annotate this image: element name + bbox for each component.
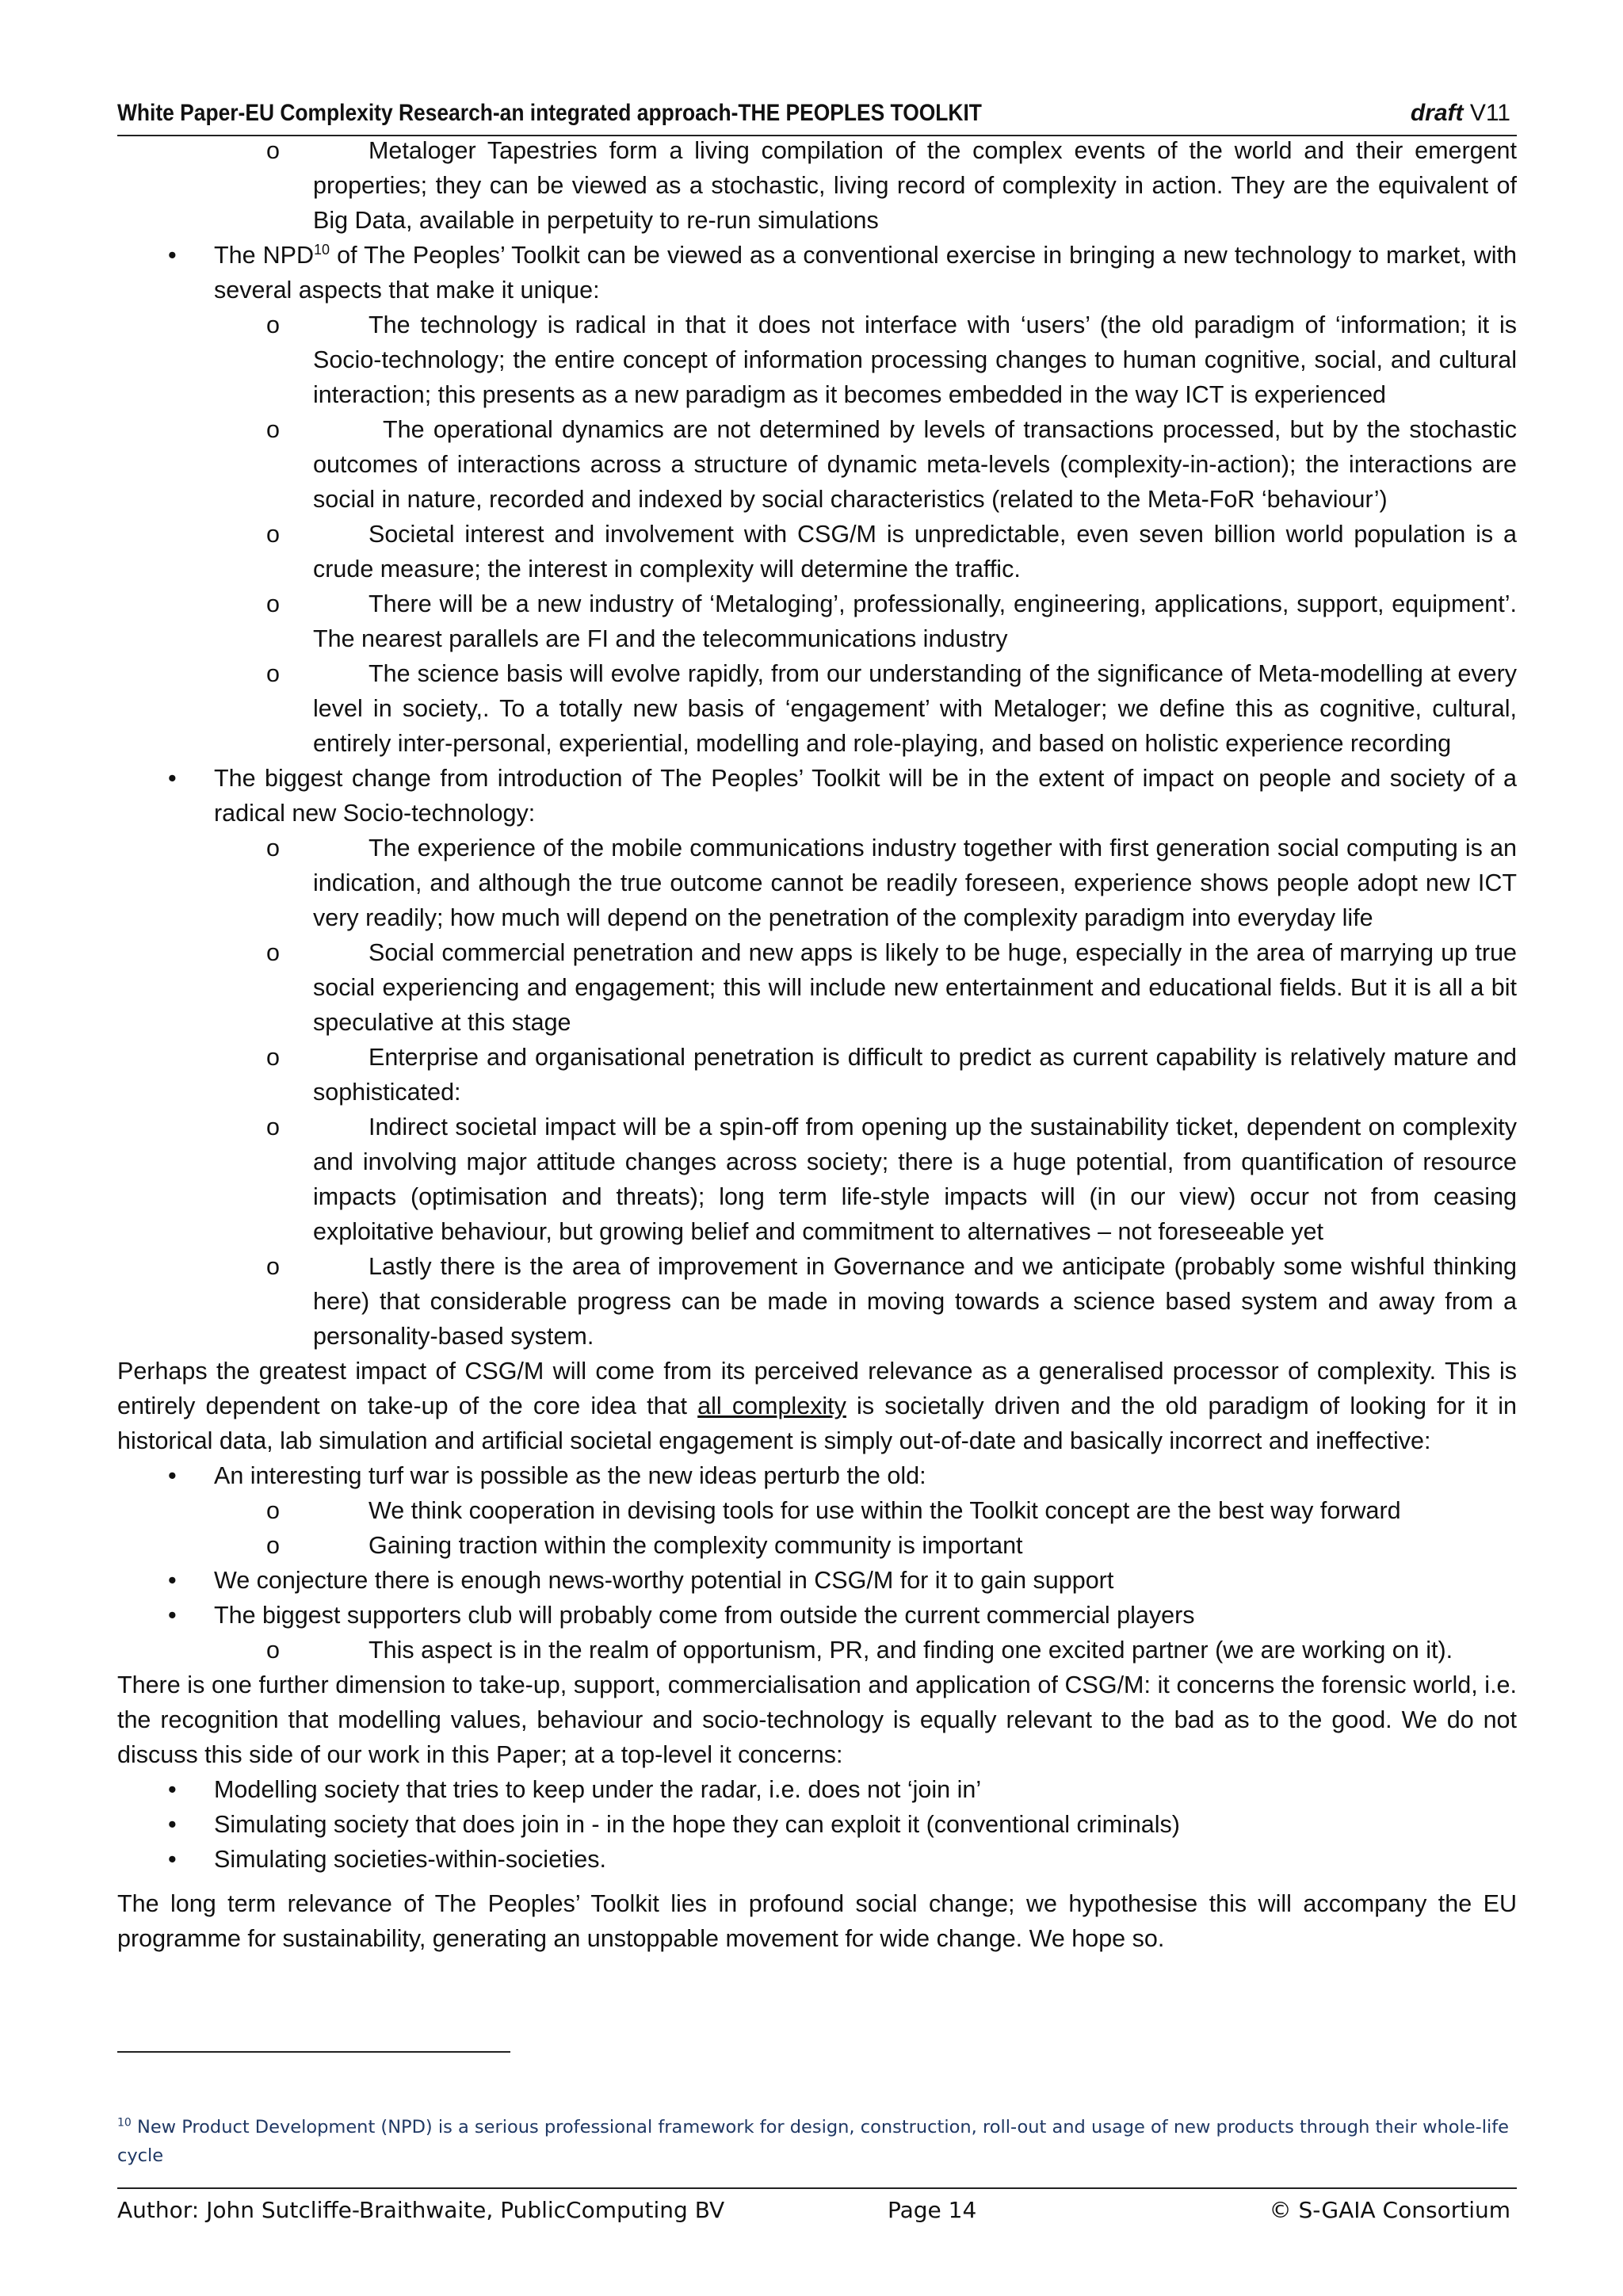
page-body <box>117 133 1517 1956</box>
sub-bullet-item <box>117 1249 1517 1354</box>
bullet-item <box>117 1772 1517 1807</box>
bullet-item <box>117 761 1517 831</box>
page-header <box>117 94 1517 136</box>
item-text: This aspect is in the realm of opportunism, PR, and finding one excited partner (we are working on it). <box>369 1637 1453 1664</box>
sub-bullet-marker: o <box>266 1532 280 1559</box>
item-text: The biggest supporters club will probably come from outside the current commercial players <box>214 1602 1195 1629</box>
paragraph <box>117 1354 1517 1458</box>
sub-bullet-item <box>117 1528 1517 1563</box>
item-text: There will be a new industry of ‘Metaloging’, professionally, engineering, applications, support, equipment’. The nearest parallels are FI and the telecommunications industry <box>313 590 1517 652</box>
paragraph-text: is societally driven and the old paradigm of looking for it in historical data, lab simulation and artificial societal engagement is simply out-of-date and basically incorrect and ineffective: <box>117 1392 1517 1454</box>
item-text: The NPD <box>214 242 315 269</box>
item-text: Social commercial penetration and new apps is likely to be huge, especially in the area of marrying up true social experiencing and engagement; this will include new entertainment and educational fields. But it is all a bit speculative at this stage <box>313 939 1517 1036</box>
version-label: V11 <box>1469 100 1510 126</box>
sub-bullet-item <box>117 656 1517 761</box>
header-version <box>1411 100 1510 127</box>
paragraph-text: Perhaps the greatest impact of CSG/M will come from its perceived relevance as a generalised processor of complexity. This is entirely dependent on take-up of the core idea that <box>117 1358 1517 1419</box>
page-number: Page 14 <box>888 2197 977 2223</box>
paragraph-text: There is one further dimension to take-up, support, commercialisation and application of CSG/M: it concerns the forensic world, i.e. the recognition that modelling values, behaviour and socio-technology is equally relevant to the bad as to the good. We do not discuss this side of our work in this Paper; at a top-level it concerns: <box>117 1671 1517 1768</box>
item-text: Indirect societal impact will be a spin-off from opening up the sustainability ticket, dependent on complexity and involving major attitude changes across society; there is a huge potential, from quantification of resource impacts (optimisation and threats); long term life-style impacts will (in our view) occur not from ceasing exploitative behaviour, but growing belief and commitment to alternatives – not foreseeable yet <box>313 1114 1517 1245</box>
sub-bullet-item <box>117 1493 1517 1528</box>
item-text: Societal interest and involvement with CSG/M is unpredictable, even seven billion world population is a crude measure; the interest in complexity will determine the traffic. <box>313 521 1517 583</box>
item-text: We conjecture there is enough news-worthy potential in CSG/M for it to gain support <box>214 1567 1114 1594</box>
footer-author: Author: John Sutcliffe-Braithwaite, PublicComputing BV <box>117 2197 725 2223</box>
item-text: Simulating societies-within-societies. <box>214 1846 606 1873</box>
bullet-item <box>117 1563 1517 1598</box>
sub-bullet-marker: o <box>266 1044 280 1071</box>
footnote-divider <box>117 2051 510 2053</box>
bullet-item <box>117 1807 1517 1842</box>
bullet-item <box>117 1842 1517 1877</box>
draft-label: draft <box>1410 100 1464 126</box>
sub-bullet-marker: o <box>266 660 280 687</box>
bullet-marker: • <box>168 1602 177 1629</box>
item-text: The operational dynamics are not determined by levels of transactions processed, but by the stochastic outcomes of interactions across a structure of dynamic meta-levels (complexity-in-action); the interactions are social in nature, recorded and indexed by social characteristics (related to the Meta-FoR ‘behaviour’) <box>313 416 1517 513</box>
item-text: Lastly there is the area of improvement in Governance and we anticipate (probably some wishful thinking here) that considerable progress can be made in moving towards a science based system and away from a personality-based system. <box>313 1253 1517 1350</box>
item-text: The technology is radical in that it does not interface with ‘users’ (the old paradigm of ‘information; it is Socio-technology; the entire concept of information processing changes to human cognitive, social, and cultural interaction; this presents as a new paradigm as it becomes embedded in the way ICT is experienced <box>313 311 1517 408</box>
bullet-item <box>117 1598 1517 1633</box>
sub-bullet-item <box>117 1633 1517 1668</box>
item-text: The science basis will evolve rapidly, from our understanding of the significance of Meta-modelling at every level in society,. To a totally new basis of ‘engagement’ with Metaloger; we define this as cognitive, cultural, entirely inter-personal, experiential, modelling and role-playing, and based on holistic experience recording <box>313 660 1517 757</box>
bullet-marker: • <box>168 242 177 269</box>
sub-bullet-item <box>117 133 1517 238</box>
sub-bullet-marker: o <box>266 311 280 338</box>
sub-bullet-marker: o <box>266 939 280 966</box>
sub-bullet-marker: o <box>266 1497 280 1524</box>
footnote <box>117 2113 1517 2170</box>
sub-bullet-marker: o <box>266 590 280 617</box>
item-text: Simulating society that does join in - in the hope they can exploit it (conventional criminals) <box>214 1811 1180 1838</box>
bullet-marker: • <box>168 1846 177 1873</box>
footnote-text: New Product Development (NPD) is a serious professional framework for design, construction, roll-out and usage of new products through their whole-life cycle <box>117 2117 1509 2166</box>
bullet-marker: • <box>168 1811 177 1838</box>
footnote-number: 10 <box>117 2116 132 2130</box>
sub-bullet-marker: o <box>266 137 280 164</box>
sub-bullet-item <box>117 308 1517 412</box>
sub-bullet-marker: o <box>266 835 280 861</box>
item-text: Gaining traction within the complexity community is important <box>369 1532 1023 1559</box>
bullet-marker: • <box>168 1462 177 1489</box>
sub-bullet-item <box>117 1040 1517 1110</box>
sub-bullet-item <box>117 935 1517 1040</box>
footer-copyright: © S-GAIA Consortium <box>1269 2197 1510 2223</box>
bullet-item <box>117 1458 1517 1493</box>
sub-bullet-marker: o <box>266 1253 280 1280</box>
sub-bullet-item <box>117 831 1517 935</box>
sub-bullet-item <box>117 517 1517 586</box>
sub-bullet-marker: o <box>266 1637 280 1664</box>
sub-bullet-marker: o <box>266 521 280 548</box>
item-text: The experience of the mobile communications industry together with first generation social computing is an indication, and although the true outcome cannot be readily foreseen, experience shows people adopt new ICT very readily; how much will depend on the penetration of the complexity paradigm into everyday life <box>313 835 1517 931</box>
header-title: White Paper-EU Complexity Research-an integrated approach-THE PEOPLES TOOLKIT <box>117 100 982 126</box>
bullet-item <box>117 238 1517 308</box>
item-text: Metaloger Tapestries form a living compilation of the complex events of the world and their emergent properties; they can be viewed as a stochastic, living record of complexity in action. They are the equivalent of Big Data, available in perpetuity to re-run simulations <box>313 137 1517 234</box>
paragraph-text: The long term relevance of The Peoples’ Toolkit lies in profound social change; we hypothesise this will accompany the EU programme for sustainability, generating an unstoppable movement for wide change. We hope so. <box>117 1890 1517 1952</box>
item-text: Modelling society that tries to keep under the radar, i.e. does not ‘join in’ <box>214 1776 982 1803</box>
sub-bullet-marker: o <box>266 416 280 443</box>
sub-bullet-item <box>117 412 1517 517</box>
footnote-ref: 10 <box>314 241 330 258</box>
item-text: The biggest change from introduction of The Peoples’ Toolkit will be in the extent of impact on people and society of a radical new Socio-technology: <box>214 765 1517 827</box>
item-text: We think cooperation in devising tools for use within the Toolkit concept are the best way forward <box>369 1497 1401 1524</box>
item-text: An interesting turf war is possible as the new ideas perturb the old: <box>214 1462 926 1489</box>
sub-bullet-item <box>117 1110 1517 1249</box>
item-text: Enterprise and organisational penetration is difficult to predict as current capability is relatively mature and sophisticated: <box>313 1044 1517 1106</box>
bullet-marker: • <box>168 1776 177 1803</box>
paragraph <box>117 1886 1517 1956</box>
bullet-marker: • <box>168 765 177 792</box>
page-footer <box>117 2187 1517 2237</box>
paragraph <box>117 1668 1517 1772</box>
underlined-text: all complexity <box>697 1392 846 1419</box>
item-text: of The Peoples’ Toolkit can be viewed as a conventional exercise in bringing a new technology to market, with several aspects that make it unique: <box>214 242 1517 304</box>
sub-bullet-marker: o <box>266 1114 280 1140</box>
sub-bullet-item <box>117 586 1517 656</box>
bullet-marker: • <box>168 1567 177 1594</box>
